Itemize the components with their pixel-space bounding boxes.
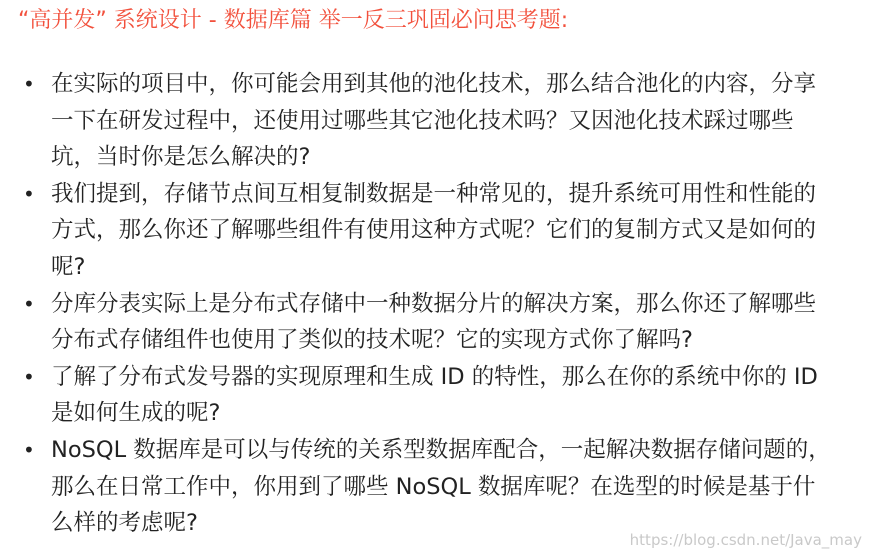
bullet-icon: • bbox=[23, 72, 35, 96]
bullet-icon: • bbox=[23, 291, 35, 316]
list-item-text: 分库分表实际上是分布式存储中一种数据分片的解决方案，那么你还了解哪些分布式存储组件也使用了类似的技术呢？它的实现方式你了解吗? bbox=[51, 290, 817, 354]
page-heading: “高并发” 系统设计 - 数据库篇 举一反三巩固必问思考题: bbox=[18, 8, 569, 33]
bullet-icon: • bbox=[23, 364, 35, 389]
list-item-text: 在实际的项目中，你可能会用到其他的池化技术，那么结合池化的内容，分享一下在研发过程中，还使用过哪些其它池化技术吗？又因池化技术踩过哪些坑，当时你是怎么解决的? bbox=[51, 71, 817, 171]
watermark: https://blog.csdn.net/Java_may bbox=[629, 531, 862, 549]
bullet-icon: • bbox=[23, 437, 35, 462]
list-item bbox=[0, 432, 831, 542]
question-list bbox=[0, 66, 874, 542]
bullet-icon: • bbox=[23, 181, 35, 206]
list-item-text: 了解了分布式发号器的实现原理和生成 ID 的特性，那么在你的系统中你的 ID 是如何生成的呢? bbox=[51, 363, 818, 427]
list-item-text: 我们提到，存储节点间互相复制数据是一种常见的，提升系统可用性和性能的方式，那么你还了解哪些组件有使用这种方式呢？它们的复制方式又是如何的呢? bbox=[51, 180, 817, 280]
list-item bbox=[0, 66, 831, 176]
list-item-text: NoSQL 数据库是可以与传统的关系型数据库配合，一起解决数据存储问题的，那么在日常工作中，你用到了哪些 NoSQL 数据库呢？在选型的时候是基于什么样的考虑呢? bbox=[51, 436, 831, 537]
list-item bbox=[0, 286, 831, 359]
list-item bbox=[0, 176, 831, 286]
list-item bbox=[0, 359, 831, 432]
